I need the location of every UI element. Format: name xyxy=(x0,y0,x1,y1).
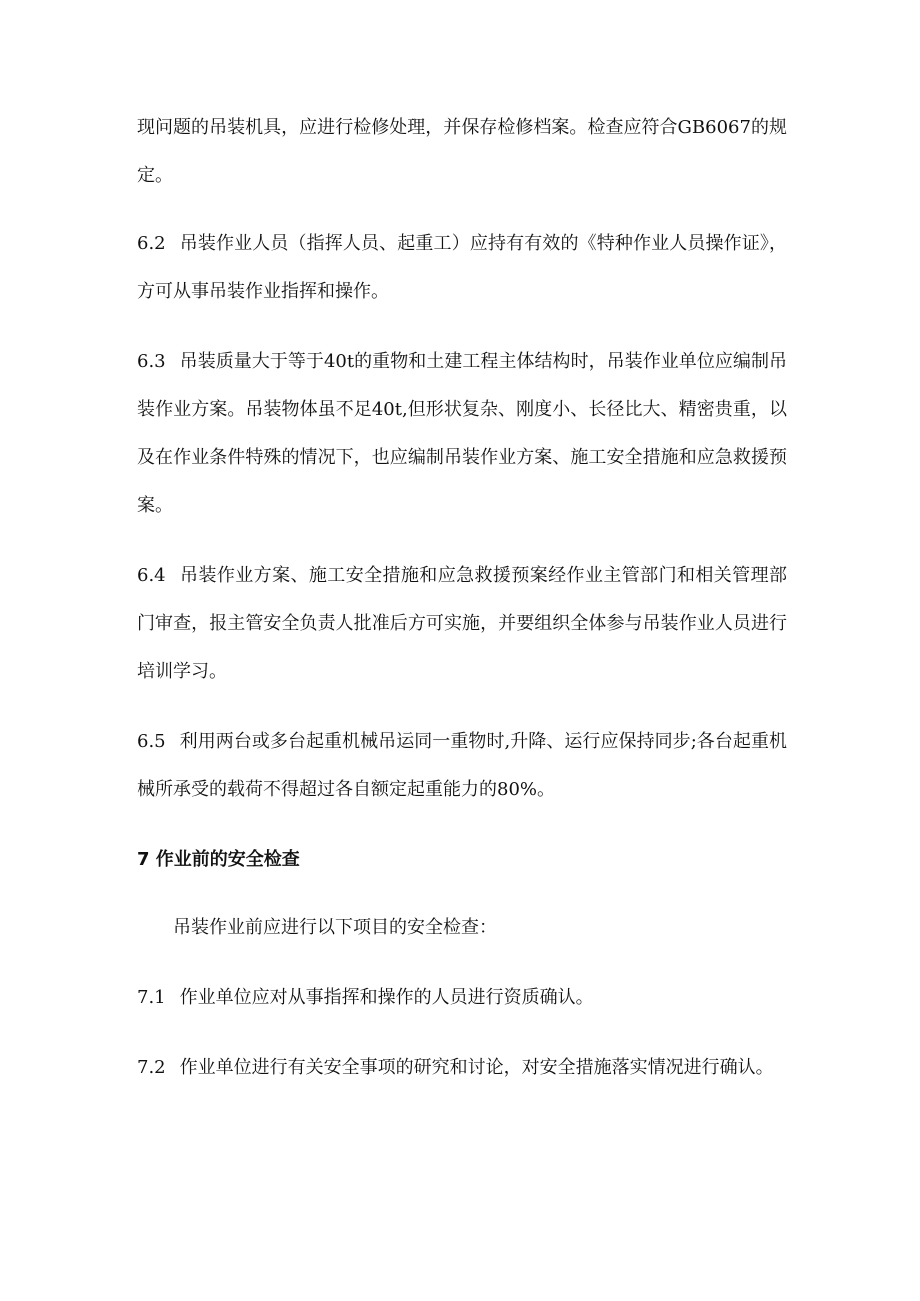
clause-6-2 xyxy=(137,220,787,316)
section-heading: 7 作业前的安全检查 xyxy=(137,849,300,870)
clause-6-3 xyxy=(137,338,787,530)
clause-number: 6.4 xyxy=(137,565,166,586)
clause-text: 作业单位进行有关安全事项的研究和讨论，对安全措施落实情况进行确认。 xyxy=(179,1057,774,1078)
clause-6-5 xyxy=(137,718,787,814)
paragraph-continued xyxy=(137,104,787,200)
clause-text: 吊装作业方案、施工安全措施和应急救援预案经作业主管部门和相关管理部门审查，报主管安全负责人批准后方可实施，并要组织全体参与吊装作业人员进行培训学习。 xyxy=(137,565,787,682)
clause-number: 6.3 xyxy=(137,351,166,372)
clause-7-2 xyxy=(137,1044,787,1092)
clause-7-1 xyxy=(137,974,787,1022)
clause-text: 作业单位应对从事指挥和操作的人员进行资质确认。 xyxy=(179,987,594,1008)
clause-text: 利用两台或多台起重机械吊运同一重物时,升降、运行应保持同步;各台起重机械所承受的载荷不得超过各自额定起重能力的80%。 xyxy=(137,731,787,800)
intro-text: 吊装作业前应进行以下项目的安全检查： xyxy=(173,917,497,938)
section-intro xyxy=(137,904,787,952)
clause-text: 吊装作业人员（指挥人员、起重工）应持有有效的《特种作业人员操作证》，方可从事吊装作业指挥和操作。 xyxy=(137,233,787,302)
clause-number: 7.1 xyxy=(137,987,166,1008)
clause-6-4 xyxy=(137,552,787,696)
paragraph-text: 现问题的吊装机具，应进行检修处理，并保存检修档案。检查应符合GB6067的规定。 xyxy=(137,117,787,186)
clause-number: 6.5 xyxy=(137,731,166,752)
clause-number: 7.2 xyxy=(137,1057,166,1078)
document-body xyxy=(137,104,787,1114)
clause-number: 6.2 xyxy=(137,233,166,254)
clause-text: 吊装质量大于等于40t的重物和土建工程主体结构时，吊装作业单位应编制吊装作业方案。吊装物体虽不足40t,但形状复杂、刚度小、长径比大、精密贵重，以及在作业条件特殊的情况下，也应编制吊装作业方案、施工安全措施和应急救援预案。 xyxy=(137,351,787,516)
